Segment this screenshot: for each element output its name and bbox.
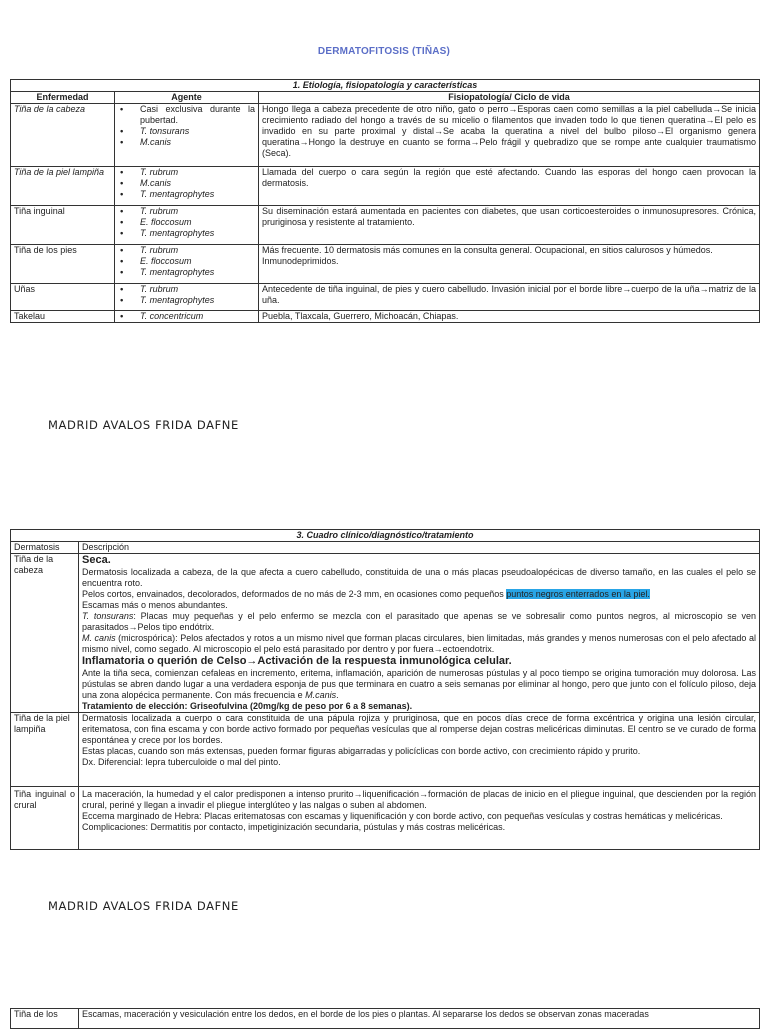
treatment-note: Tratamiento de elección: Griseofulvina (20mg/kg de peso por 6 a 8 semanas).	[82, 701, 413, 711]
list-item: • T. mentagrophytes	[140, 267, 255, 278]
disease-cell: Tiña de los pies	[11, 245, 115, 284]
feet-table	[10, 1008, 760, 1029]
table-row	[11, 787, 760, 850]
list-item: • E. floccosum	[140, 217, 255, 228]
author-name: MADRID AVALOS FRIDA DAFNE	[48, 418, 239, 432]
list-item: • T. concentricum	[140, 311, 255, 322]
list-item: • T. rubrum	[140, 245, 255, 256]
list-item: • T. rubrum	[140, 206, 255, 217]
description-cell: Escamas, maceración y vesiculación entre los dedos, en el borde de los pies o plantas. Al separarse los dedos se observan zonas maceradas	[79, 1009, 760, 1029]
description-cell: Hongo llega a cabeza precedente de otro niño, gato o perro→Esporas caen como semillas a la piel cabelluda→Se inicia crecimiento radiado del hongo a través de su micelio o filamentos que invaden todo lo que tienen queratina→El pelo es invadido en su parte proximal y distal→Se acaba la queratina a nivel del bulbo piloso→El organismo genera queratina→Hongo la destruye en cuanto se forma→Pelo frágil y quebradizo que se rompe ante cualquier traumatismo (Seca).	[259, 104, 760, 167]
section-title: 3. Cuadro clínico/diagnóstico/tratamiento	[11, 530, 760, 542]
list-item: • T. tonsurans	[140, 126, 255, 137]
description-cell: La maceración, la humedad y el calor predisponen a intenso prurito→liquenificación→formación de placas de inicio en el pliegue inguinal, que descienden por la región crural, periné y llegan a invadir el pliegue interglúteo y las nalgas o suben al abdomen. Eccema marginado de Hebra: Placas eritematosas con escamas y liquenificación y con borde activo, con pequeñas vesículas y costras hemáticas y melicéricas. Complicaciones: Dermatitis por contacto, impetiginización secundaria, pústulas y más costras melicéricas.	[79, 787, 760, 850]
column-header: Descripción	[79, 542, 760, 554]
column-header: Agente	[115, 92, 259, 104]
list-item: • T. mentagrophytes	[140, 189, 255, 200]
agent-cell	[115, 167, 259, 206]
description-cell: Antecedente de tiña inguinal, de pies y cuero cabelludo. Invasión inicial por el borde libre→cuerpo de la uña→matriz de la uña.	[259, 284, 760, 311]
disease-cell: Takelau	[11, 311, 115, 323]
table-row	[11, 1009, 760, 1029]
list-item: • T. rubrum	[140, 284, 255, 295]
agent-cell	[115, 245, 259, 284]
list-item: • T. rubrum	[140, 167, 255, 178]
table-row	[11, 104, 760, 167]
agent-cell	[115, 104, 259, 167]
list-item: • E. floccosum	[140, 256, 255, 267]
list-item: • T. mentagrophytes	[140, 228, 255, 239]
table-row	[11, 284, 760, 311]
subheading: Inflamatoria o querión de Celso→Activación de la respuesta inmunológica celular.	[82, 655, 512, 667]
description-cell: Puebla, Tlaxcala, Guerrero, Michoacán, Chiapas.	[259, 311, 760, 323]
subheading: Seca.	[82, 554, 111, 566]
table-row	[11, 554, 760, 713]
page-title: DERMATOFITOSIS (TIÑAS)	[317, 46, 451, 57]
table-row	[11, 713, 760, 787]
table-row	[11, 206, 760, 245]
list-item: • T. mentagrophytes	[140, 295, 255, 306]
description-cell: Su diseminación estará aumentada en pacientes con diabetes, que usan corticoesteroides o inmunosupresores. Crónica, pruriginosa y resistente al tratamiento.	[259, 206, 760, 245]
table-row	[11, 311, 760, 323]
agent-cell	[115, 206, 259, 245]
disease-cell: Tiña de la piel lampiña	[11, 167, 115, 206]
agent-cell	[115, 284, 259, 311]
list-item: • M.canis	[140, 178, 255, 189]
description-cell: Seca. Dermatosis localizada a cabeza, de la que afecta a cuero cabelludo, constituida de una o más placas pseudoalopécicas de diverso tamaño, en las cuales el pelo se encuentra roto. Pelos cortos, envainados, decolorados, deformados de no más de 2-3 mm, en ocasiones como pequeños puntos negros enterrados en la piel. Escamas más o menos abundantes. T. tonsurans: Placas muy pequeñas y el pelo enfermo se mezcla con el parasitado que apenas se ve sobresalir como puntos negros, al microscopio se ven parasitados→Pelos tipo endótrix. M. canis (microspórica): Pelos afectados y rotos a un mismo nivel que forman placas circulares, bien limitadas, más grandes y menos numerosas con el pelo afectado al mismo nivel, como segado. Al microscopio el pelo está parasitado por dentro y por fuera→ectoendotrix. Inflamatoria o querión de Celso→Activación de la respuesta inmunológica celular. Ante la tiña seca, comienzan cefaleas en incremento, eritema, inflamación, aparición de numerosas pústulas y al poco tiempo se origina tumoración muy dolorosa. Las pústulas se abren dando lugar a una verdadera esponja de pus que terminara en cuatro a seis semanas por eliminar al hongo, pero que junto con el folículo piloso, deja una zona alopécica permanente. Con más frecuencia e M.canis. Tratamiento de elección: Griseofulvina (20mg/kg de peso por 6 a 8 semanas).	[79, 554, 760, 713]
description-cell: Llamada del cuerpo o cara según la región que esté afectando. Cuando las esporas del hongo caen provocan la dermatosis.	[259, 167, 760, 206]
column-header: Enfermedad	[11, 92, 115, 104]
column-header: Dermatosis	[11, 542, 79, 554]
dermatosis-cell: Tiña de la piel lampiña	[11, 713, 79, 787]
dermatosis-cell: Tiña de los	[11, 1009, 79, 1029]
section-title: 1. Etiología, fisiopatología y características	[11, 80, 760, 92]
table-row	[11, 167, 760, 206]
author-name: MADRID AVALOS FRIDA DAFNE	[48, 899, 239, 913]
description-cell: Más frecuente. 10 dermatosis más comunes en la consulta general. Ocupacional, en sitios calurosos y húmedos. Inmunodeprimidos.	[259, 245, 760, 284]
table-row	[11, 245, 760, 284]
highlighted-text: puntos negros enterrados en la piel.	[506, 589, 650, 599]
disease-cell: Tiña inguinal	[11, 206, 115, 245]
list-item: • M.canis	[140, 137, 255, 148]
description-cell: Dermatosis localizada a cuerpo o cara constituida de una pápula rojiza y pruriginosa, que en pocos días crece de forma excéntrica y origina una lesión circular, eritematosa, con fina escama y con borde activo formado por pequeñas vesículas que al romperse dejan costras melicéricas diminutas. El centro se ve curado de forma espontánea y crece por los bordes. Estas placas, cuando son más extensas, pueden formar figuras abigarradas y policíclicas con borde activo, con crecimiento rápido y prurito. Dx. Diferencial: lepra tuberculoide o mal del pinto.	[79, 713, 760, 787]
disease-cell: Uñas	[11, 284, 115, 311]
list-item: • Casi exclusiva durante la pubertad.	[140, 104, 255, 126]
dermatosis-cell: Tiña de la cabeza	[11, 554, 79, 713]
etiology-table	[10, 79, 760, 323]
agent-cell	[115, 311, 259, 323]
disease-cell: Tiña de la cabeza	[11, 104, 115, 167]
dermatosis-cell: Tiña inguinal o crural	[11, 787, 79, 850]
clinical-table	[10, 529, 760, 850]
column-header: Fisiopatología/ Ciclo de vida	[259, 92, 760, 104]
